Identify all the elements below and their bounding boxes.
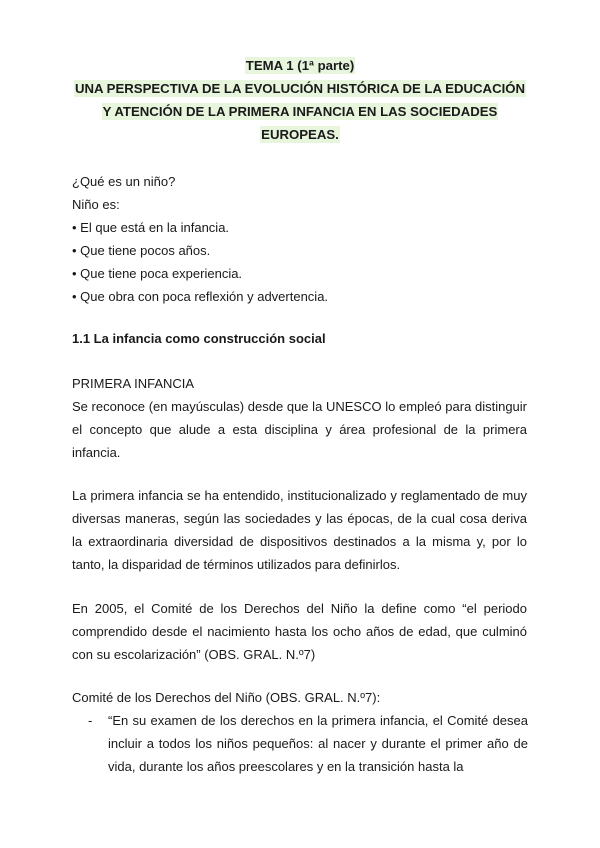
dash-marker: - bbox=[88, 713, 93, 728]
paragraph-definition-2005: En 2005, el Comité de los Derechos del Niño la define como “el periodo comprendido desde el nacimiento hasta los ocho años de edad, que culminó con su escolarización” (OBS. GRAL. N.º7) bbox=[72, 601, 527, 662]
title-line-2: Y ATENCIÓN DE LA PRIMERA INFANCIA EN LAS SOCIEDADES bbox=[102, 104, 498, 119]
paragraph-unesco: Se reconoce (en mayúsculas) desde que la UNESCO lo empleó para distinguir el concepto que alude a esta disciplina y área profesional de la primera infancia. bbox=[72, 399, 527, 460]
definition-label: Niño es: bbox=[72, 197, 120, 212]
topic-label: TEMA 1 (1ª parte) bbox=[245, 58, 355, 73]
list-item: • Que tiene poca experiencia. bbox=[72, 266, 243, 281]
intro-question: ¿Qué es un niño? bbox=[72, 174, 176, 189]
quote-text: “En su examen de los derechos en la primera infancia, el Comité desea incluir a todos los niños pequeños: al nacer y durante el primer año de vida, durante los años preescolares y en la transición hasta la bbox=[108, 713, 528, 774]
paragraph-diversity: La primera infancia se ha entendido, institucionalizado y reglamentado de muy diversas maneras, según las sociedades y las épocas, de la cual cosa deriva la extraordinaria diversidad de dispositivos destinados a la misma y, por lo tanto, la disparidad de términos utilizados para definirlos. bbox=[72, 488, 527, 572]
section-heading: 1.1 La infancia como construcción social bbox=[72, 331, 326, 346]
title-line-1: UNA PERSPECTIVA DE LA EVOLUCIÓN HISTÓRICA DE LA EDUCACIÓN bbox=[74, 81, 526, 96]
committee-label: Comité de los Derechos del Niño (OBS. GRAL. N.º7): bbox=[72, 690, 381, 705]
list-item: • El que está en la infancia. bbox=[72, 220, 230, 235]
document-title-block bbox=[60, 54, 540, 146]
list-item: • Que tiene pocos años. bbox=[72, 243, 211, 258]
title-line-3: EUROPEAS. bbox=[261, 127, 339, 142]
subheading-primera-infancia: PRIMERA INFANCIA bbox=[72, 376, 195, 391]
list-item: • Que obra con poca reflexión y advertencia. bbox=[72, 289, 329, 304]
